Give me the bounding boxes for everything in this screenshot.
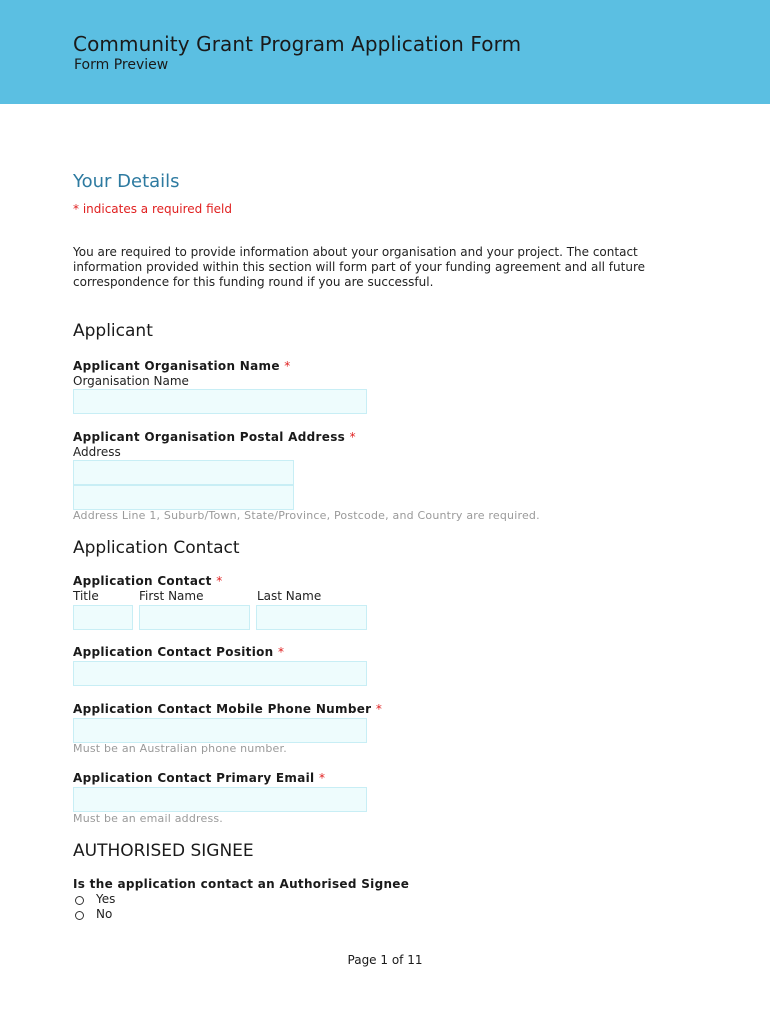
contact-email-input[interactable] (73, 787, 367, 812)
section-title-your-details: Your Details (73, 171, 180, 192)
radio-button-icon[interactable] (75, 911, 84, 920)
authorised-signee-heading: AUTHORISED SIGNEE (73, 841, 254, 861)
intro-paragraph: You are required to provide information about your organisation and your project. The contact information provided within this section will form part of your funding agreement and all future correspondence for this funding round if you are successful. (73, 245, 645, 289)
contact-title-input[interactable] (73, 605, 133, 630)
contact-first-name-input[interactable] (139, 605, 250, 630)
contact-position-input[interactable] (73, 661, 367, 686)
postal-address-label (73, 430, 356, 444)
contact-position-label-text: Application Contact Position (73, 645, 274, 659)
authorised-signee-question: Is the application contact an Authorised Signee (73, 877, 410, 891)
required-star: * (318, 771, 326, 785)
radio-option-no[interactable] (73, 907, 193, 922)
required-field-note: * indicates a required field (73, 202, 232, 216)
contact-email-label (73, 771, 325, 785)
required-star: * (278, 645, 285, 659)
last-name-column-label: Last Name (257, 589, 322, 603)
address-line-1-input[interactable] (73, 460, 294, 485)
org-name-label-text: Applicant Organisation Name (73, 359, 280, 373)
required-star: * (284, 359, 291, 373)
form-subtitle: Form Preview (74, 57, 169, 73)
org-name-sublabel: Organisation Name (73, 374, 189, 388)
address-hint: Address Line 1, Suburb/Town, State/Province, Postcode, and Country are required. (73, 509, 540, 522)
radio-label-yes: Yes (96, 892, 116, 906)
form-header (0, 0, 770, 104)
applicant-heading: Applicant (73, 321, 153, 341)
application-contact-label-text: Application Contact (73, 574, 212, 588)
email-hint: Must be an email address. (73, 812, 224, 825)
mobile-hint: Must be an Australian phone number. (73, 742, 287, 755)
application-contact-heading: Application Contact (73, 538, 240, 558)
radio-option-yes[interactable] (73, 892, 193, 907)
first-name-column-label: First Name (139, 589, 204, 603)
application-contact-label (73, 574, 223, 588)
contact-email-label-text: Application Contact Primary Email (73, 771, 315, 785)
contact-last-name-input[interactable] (256, 605, 367, 630)
postal-address-label-text: Applicant Organisation Postal Address (73, 430, 346, 444)
contact-mobile-label-text: Application Contact Mobile Phone Number (73, 702, 372, 716)
postal-address-sublabel: Address (73, 445, 121, 459)
contact-position-label (73, 645, 284, 659)
org-name-input[interactable] (73, 389, 367, 414)
required-star: * (349, 430, 356, 444)
contact-mobile-input[interactable] (73, 718, 367, 743)
contact-mobile-label (73, 702, 382, 716)
required-star: * (375, 702, 383, 716)
title-column-label: Title (73, 589, 99, 603)
radio-button-icon[interactable] (75, 896, 84, 905)
org-name-label (73, 359, 291, 373)
page-indicator: Page 1 of 11 (347, 953, 423, 967)
form-title: Community Grant Program Application Form (73, 32, 522, 56)
radio-label-no: No (96, 907, 113, 921)
required-star: * (216, 574, 223, 588)
address-line-2-input[interactable] (73, 485, 294, 510)
